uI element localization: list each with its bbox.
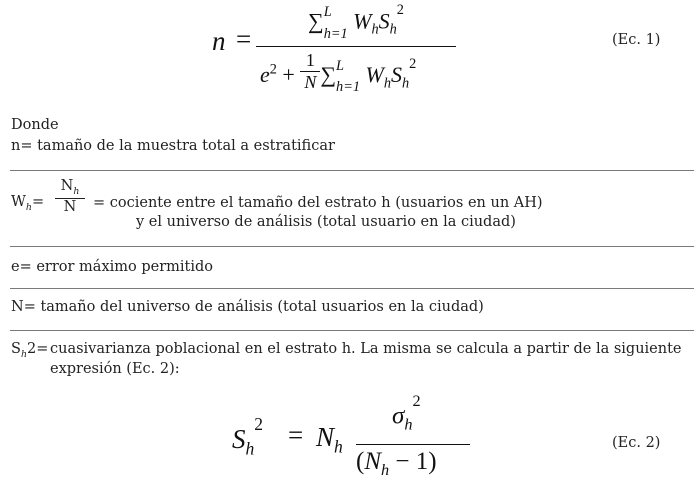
w-symbol: W (353, 8, 372, 34)
eq2-nh: $N_h$ (316, 422, 343, 457)
sh-line2: expresión (Ec. 2): (50, 361, 180, 377)
eq2-fraction-bar (356, 444, 470, 445)
eq1-denominator: $e^2$ + $\frac{1}{N}$ $\sum_{h=1}$ L $W_hS_h^2$ (260, 50, 417, 96)
sum-symbol: ∑ (308, 8, 324, 34)
sum-upper: L (323, 4, 332, 21)
sum-index: h=1 (323, 25, 348, 42)
donde-label: Donde (11, 117, 59, 133)
divider (10, 330, 694, 331)
eq2-numerator: $\sigma_h^2$ (392, 392, 421, 434)
equation-1 (212, 2, 472, 98)
n-definition: n= tamaño de la muestra total a estratificar (11, 138, 335, 154)
eq2-denominator: $(N_h - 1)$ (356, 448, 437, 479)
wh-fraction: $N_h$ N (55, 178, 85, 215)
eq2-lhs: $S_h^2$ (232, 414, 264, 459)
divider (10, 288, 694, 289)
wh-line2: y el universo de análisis (total usuario en la ciudad) (136, 214, 516, 230)
eq1-tag: (Ec. 1) (612, 32, 661, 48)
sh-label: $S_h2=$ (11, 341, 49, 360)
eq1-numerator: $\sum_{h=1}$ L $W_hS_h^2$ (308, 2, 404, 42)
divider (10, 246, 694, 247)
s-symbol: S (378, 8, 390, 34)
wh-label: $W_h=$ (11, 194, 45, 213)
divider (10, 170, 694, 171)
eq1-lhs: n (212, 26, 226, 56)
eq1-fraction-bar (256, 46, 456, 47)
wh-definition (11, 178, 691, 238)
one-over-n: $\frac{1}{N}$ (300, 50, 320, 93)
e-definition: e= error máximo permitido (11, 259, 214, 275)
wh-line1: = cociente entre el tamaño del estrato h (usuarios en un AH) (93, 195, 543, 211)
eq1-equals: = (236, 24, 252, 54)
equation-2 (232, 392, 482, 488)
N-definition: N= tamaño del universo de análisis (total usuarios en la ciudad) (11, 299, 484, 315)
sh-line1: cuasivarianza poblacional en el estrato h. La misma se calcula a partir de la siguiente (50, 341, 682, 357)
eq2-equals: = (288, 420, 304, 450)
eq2-tag: (Ec. 2) (612, 435, 661, 451)
